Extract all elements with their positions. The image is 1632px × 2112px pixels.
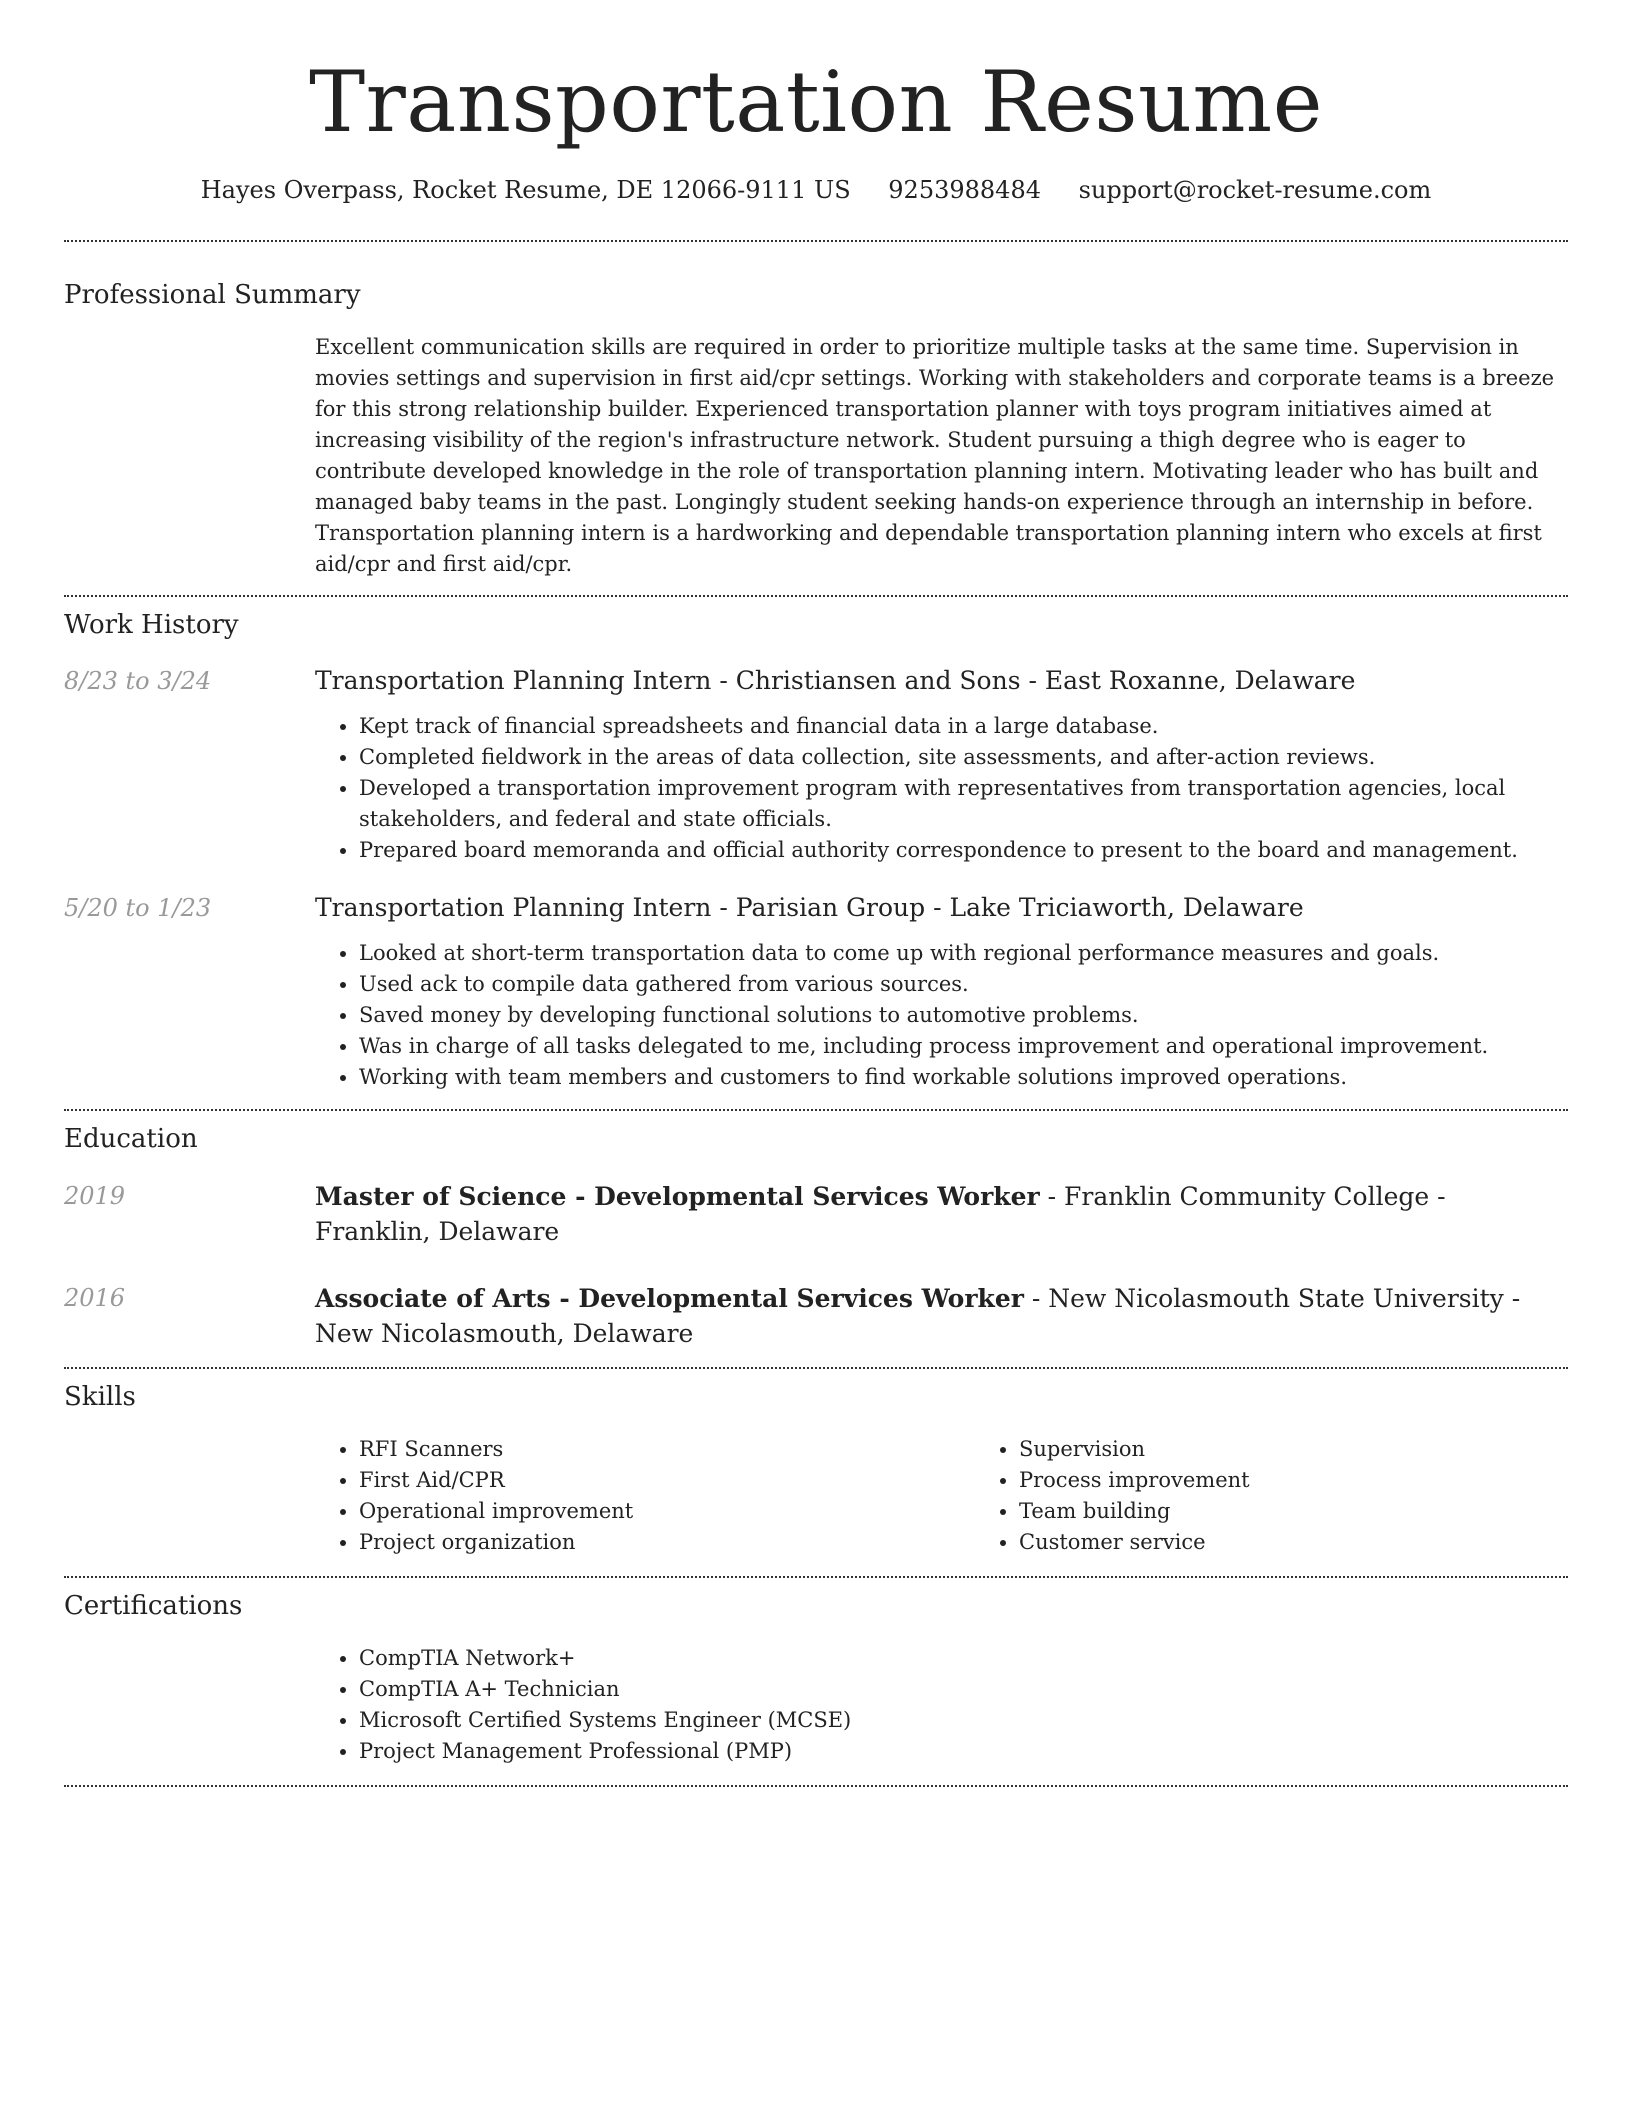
job-title: Transportation Planning Intern - Christiansen and Sons - East Roxanne, Delaware [315, 666, 1356, 695]
job-company: Christiansen and Sons [735, 666, 1021, 695]
education-degree: Master of Science - Developmental Services Worker [315, 1182, 1040, 1211]
resume-header [64, 0, 1568, 206]
job-body [315, 891, 1568, 1093]
certification-item: • Project Management Professional (PMP) [359, 1736, 1568, 1767]
job-company: Parisian Group [735, 893, 926, 922]
skill-item: • First Aid/CPR [359, 1465, 975, 1496]
education-title: Education [64, 1124, 198, 1154]
job-bullet: • Kept track of financial spreadsheets and financial data in a large database. [359, 711, 1568, 742]
skill-item: • Customer service [1019, 1527, 1632, 1558]
skills-row [64, 1434, 1568, 1558]
skills-section [64, 1369, 1568, 1558]
education-school: New Nicolasmouth State University - New Nicolasmouth, Delaware [315, 1284, 1521, 1348]
certifications-section [64, 1578, 1568, 1767]
skill-item: • RFI Scanners [359, 1434, 975, 1465]
certifications-divider [64, 1785, 1568, 1787]
certifications-title: Certifications [64, 1591, 243, 1621]
job-bullet: • Looked at short-term transportation data to come up with regional performance measures and goals. [359, 938, 1568, 969]
education-title-line: Associate of Arts - Developmental Services Worker - New Nicolasmouth State University - New Nicolasmouth, Delaware [315, 1284, 1521, 1348]
summary-section [64, 242, 1568, 580]
job-dates: 5/20 to 1/23 [64, 894, 212, 922]
job-role: Transportation Planning Intern [315, 666, 712, 695]
job-entry [64, 891, 1568, 1093]
summary-title: Professional Summary [64, 280, 361, 310]
job-bullet: • Saved money by developing functional solutions to automotive problems. [359, 1000, 1568, 1031]
summary-body [315, 332, 1568, 580]
certifications-list [315, 1643, 1568, 1767]
job-bullets [315, 711, 1568, 866]
certification-item: • Microsoft Certified Systems Engineer (MCSE) [359, 1705, 1568, 1736]
contact-address: Hayes Overpass, Rocket Resume, DE 12066-9111 US [200, 176, 851, 204]
certifications-body [315, 1643, 1568, 1767]
education-degree: Associate of Arts - Developmental Services Worker [315, 1284, 1024, 1313]
job-bullet: • Developed a transportation improvement program with representatives from transportation agencies, local stakeholders, and federal and state officials. [359, 773, 1568, 835]
education-body [315, 1281, 1568, 1351]
skill-item: • Process improvement [1019, 1465, 1632, 1496]
job-entry [64, 664, 1568, 866]
job-role: Transportation Planning Intern [315, 893, 712, 922]
resume-page [64, 0, 1568, 1787]
resume-name: Transportation Resume [309, 53, 1323, 151]
job-bullets [315, 938, 1568, 1093]
certifications-row [64, 1643, 1568, 1767]
education-school: Franklin Community College - Franklin, Delaware [315, 1182, 1446, 1246]
job-bullet: • Was in charge of all tasks delegated to me, including process improvement and operational improvement. [359, 1031, 1568, 1062]
job-bullet: • Working with team members and customers to find workable solutions improved operations. [359, 1062, 1568, 1093]
skills-grid [315, 1434, 1632, 1558]
education-year: 2016 [64, 1284, 126, 1312]
education-entry [64, 1179, 1568, 1249]
education-year: 2019 [64, 1182, 126, 1210]
skills-column-1 [315, 1434, 975, 1558]
education-body [315, 1179, 1568, 1249]
job-title: Transportation Planning Intern - Parisian Group - Lake Triciaworth, Delaware [315, 893, 1304, 922]
work-section [64, 597, 1568, 1093]
skill-item: • Team building [1019, 1496, 1632, 1527]
job-location: East Roxanne, Delaware [1044, 666, 1356, 695]
education-entry [64, 1281, 1568, 1351]
skills-title: Skills [64, 1382, 136, 1412]
job-body [315, 664, 1568, 866]
job-bullet: • Completed fieldwork in the areas of data collection, site assessments, and after-action reviews. [359, 742, 1568, 773]
education-section [64, 1111, 1568, 1351]
job-location: Lake Triciaworth, Delaware [949, 893, 1304, 922]
education-title-line: Master of Science - Developmental Services Worker - Franklin Community College - Franklin, Delaware [315, 1182, 1446, 1246]
summary-row [64, 332, 1568, 580]
skill-item: • Supervision [1019, 1434, 1632, 1465]
certification-item: • CompTIA A+ Technician [359, 1674, 1568, 1705]
skill-item: • Operational improvement [359, 1496, 975, 1527]
summary-text: Excellent communication skills are required in order to prioritize multiple tasks at the same time. Supervision in movies settings and supervision in first aid/cpr settings. Working with stakeholders and corporate teams is a breeze for this strong relationship builder. Experienced transportation planner with toys program initiatives aimed at increasing visibility of the region's infrastructure network. Student pursuing a thigh degree who is eager to contribute developed knowledge in the role of transportation planning intern. Motivating leader who has built and managed baby teams in the past. Longingly student seeking hands-on experience through an internship in before. Transportation planning intern is a hardworking and dependable transportation planning intern who excels at first aid/cpr and first aid/cpr. [315, 335, 1555, 576]
job-bullet: • Used ack to compile data gathered from various sources. [359, 969, 1568, 1000]
work-title: Work History [64, 610, 239, 640]
certification-item: • CompTIA Network+ [359, 1643, 1568, 1674]
contact-line [64, 174, 1568, 206]
skills-column-2 [975, 1434, 1632, 1558]
contact-email: support@rocket-resume.com [1078, 176, 1432, 204]
contact-phone: 9253988484 [888, 176, 1041, 204]
job-dates: 8/23 to 3/24 [64, 667, 212, 695]
skill-item: • Project organization [359, 1527, 975, 1558]
job-bullet: • Prepared board memoranda and official authority correspondence to present to the board and management. [359, 835, 1568, 866]
